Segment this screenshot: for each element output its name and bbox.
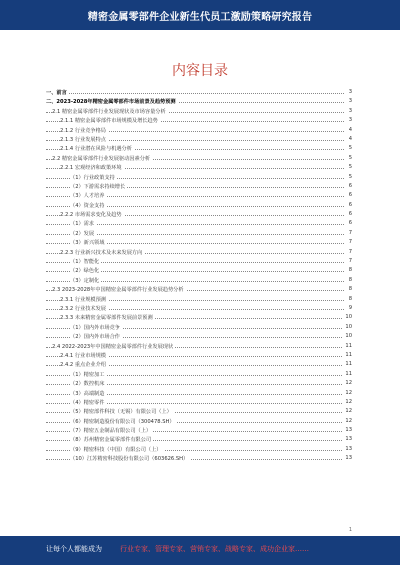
toc-entry[interactable] [46, 107, 352, 116]
toc-entry[interactable] [46, 276, 352, 285]
toc-entry-page: 5 [348, 173, 352, 180]
toc-entry[interactable] [46, 435, 352, 444]
toc-entry[interactable] [46, 154, 352, 163]
toc-entry-text: 2.3.2 行业技术发展 [60, 305, 106, 312]
toc-entry-page: 12 [345, 380, 352, 387]
toc-entry[interactable] [46, 210, 352, 219]
toc-entry-page: 6 [348, 192, 352, 199]
toc-entry[interactable] [46, 370, 352, 379]
toc-entry-page: 4 [348, 126, 352, 133]
toc-entry[interactable] [46, 173, 352, 182]
page-number: 1 [348, 527, 352, 533]
toc-entry-page: 6 [348, 211, 352, 218]
toc-entry-page: 10 [345, 333, 352, 340]
toc-entry-page: 12 [345, 417, 352, 424]
toc-entry-page: 12 [345, 389, 352, 396]
toc-entry-page: 10 [345, 323, 352, 330]
header-bar [0, 0, 400, 30]
toc-entry-text: 一、前言 [46, 90, 67, 96]
toc-entry[interactable] [46, 238, 352, 247]
toc-entry-text: （1）智能化 [70, 259, 100, 266]
toc-entry-text: （10）江苏精密科技股份有限公司（603626.SH） [70, 456, 189, 463]
toc-entry-page: 8 [348, 295, 352, 302]
toc-entry-text: 2.1 精密金属零部件行业发展现状及市场容量分析 [52, 108, 166, 115]
footer-slogan-left: 让每个人都能成为 [46, 545, 102, 553]
toc-entry[interactable] [46, 285, 352, 294]
toc-entry-text: （3）新兴领域 [70, 240, 105, 247]
toc-entry-text: （8）苏州精密金属零部件有限公司 [70, 437, 152, 444]
toc-entry-page: 13 [345, 436, 352, 443]
toc-entry-text: （2）下游需求持续增长 [70, 183, 126, 190]
toc-entry-page: 11 [345, 342, 352, 349]
toc-entry[interactable] [46, 454, 352, 463]
toc-entry-page: 6 [348, 220, 352, 227]
toc-entry-text: （9）精密科技（中国）有限公司（上） [70, 446, 162, 453]
toc-entry-page: 3 [348, 98, 352, 105]
toc-entry-page: 6 [348, 182, 352, 189]
toc-entry[interactable] [46, 445, 352, 454]
toc-entry-text: （1）需求 [70, 221, 95, 228]
toc-entry-text: （1）行业政策支持 [70, 174, 115, 181]
toc-entry-page: 5 [348, 164, 352, 171]
toc-entry[interactable] [46, 407, 352, 416]
toc-entry[interactable] [46, 219, 352, 228]
toc-entry-text: 2.3.1 行业规模预测 [60, 296, 106, 303]
toc-entry-page: 4 [348, 135, 352, 142]
toc-entry-page: 13 [345, 427, 352, 434]
toc-entry-text: （3）定制化 [70, 277, 100, 284]
toc-entry-page: 5 [348, 154, 352, 161]
toc-entry-text: 2.1.2 行业竞争格局 [60, 127, 106, 134]
toc-entry[interactable] [46, 97, 352, 106]
toc-entry-text: 2.1.4 行业潜在风险与机遇分析 [60, 146, 132, 153]
toc-entry-text: （6）精密制造股份有限公司（300478.SH） [70, 418, 175, 425]
footer-bar [0, 536, 400, 565]
toc-entry-text: 2.1.3 行业发展特点 [60, 136, 106, 143]
toc-entry[interactable] [46, 135, 352, 144]
toc-entry[interactable] [46, 201, 352, 210]
toc-entry-page: 11 [345, 370, 352, 377]
toc-entry-page: 12 [345, 398, 352, 405]
toc-entry-text: 2.2.3 行业新兴技术及未来发展方向 [60, 249, 143, 256]
toc-entry[interactable] [46, 248, 352, 257]
report-title: 精密金属零部件企业新生代员工激励策略研究报告 [87, 12, 313, 23]
toc-entry-page: 6 [348, 201, 352, 208]
toc-entry-page: 7 [348, 229, 352, 236]
toc-entry-text: 2.4 2022-2023年中国精密金属零部件行业发展现状 [52, 343, 174, 350]
toc-entry[interactable] [46, 116, 352, 125]
toc-entry-page: 13 [345, 455, 352, 462]
toc-entry-page: 7 [348, 248, 352, 255]
toc-entry-page: 3 [348, 89, 352, 95]
toc-entry-text: （1）精密加工 [70, 371, 105, 378]
toc-entry[interactable] [46, 257, 352, 266]
toc-entry[interactable] [46, 144, 352, 153]
toc-entry-page: 7 [348, 258, 352, 265]
toc-entry-text: 2.2.1 宏观经济和政策环境 [60, 165, 122, 172]
toc-heading: 内容目录 [172, 63, 228, 79]
toc-entry[interactable] [46, 182, 352, 191]
toc-entry-page: 7 [348, 239, 352, 246]
toc-entry[interactable] [46, 323, 352, 332]
toc-entry[interactable] [46, 417, 352, 426]
toc-entry[interactable] [46, 342, 352, 351]
toc-entry-page: 13 [345, 445, 352, 452]
toc-entry[interactable] [46, 360, 352, 369]
toc-entry[interactable] [46, 379, 352, 388]
toc-entry-page: 11 [345, 351, 352, 358]
toc-entry-text: （4）资金支持 [70, 202, 105, 209]
toc-entry[interactable] [46, 304, 352, 313]
toc-entry-page: 3 [348, 107, 352, 114]
toc-entry-text: （2）国内外市场合作 [70, 334, 120, 341]
toc-entry-text: 2.2.2 市场需求变化及趋势 [60, 212, 122, 219]
toc-entry-text: （2）数控机床 [70, 381, 105, 388]
toc-entry-text: （3）高端制造 [70, 390, 105, 397]
toc-entry-text: （7）精密五金制品有限公司（上） [70, 428, 152, 435]
footer-slogan-right: 行业专家、管理专家、营销专家、战略专家、成功企业家…… [120, 545, 309, 553]
toc-entry-page: 3 [348, 117, 352, 124]
toc-entry-page: 5 [348, 145, 352, 152]
toc-entry-text: （2）绿色化 [70, 268, 100, 275]
toc-entry-text: 二、2023-2028年精密金属零部件市场前景及趋势预测 [46, 99, 176, 106]
toc-entry[interactable] [46, 191, 352, 200]
toc-entry-text: （1）国内外市场竞争 [70, 324, 120, 331]
toc-entry-page: 12 [345, 408, 352, 415]
toc-entry[interactable] [46, 126, 352, 135]
toc-entry-text: （4）精密零件 [70, 399, 105, 406]
toc-leader-dots [46, 89, 344, 94]
toc-entry-text: 2.3 2023-2028年中国精密金属零部件行业发展趋势分析 [52, 287, 184, 294]
toc-entry-text: 2.3.3 未来精密金属零部件发展前景预测 [60, 315, 153, 322]
toc-entry-page: 8 [348, 267, 352, 274]
toc-entry[interactable] [46, 313, 352, 322]
toc-entry-page: 8 [348, 276, 352, 283]
toc-entry-text: 2.2 精密金属零部件行业发展驱动因素分析 [52, 155, 151, 162]
toc-entry[interactable] [46, 266, 352, 275]
toc-entry-text: （2）发展 [70, 230, 95, 237]
toc-entry[interactable] [46, 88, 352, 97]
toc-entry-text: （3）人才培养 [70, 193, 105, 200]
toc-entry-page: 11 [345, 361, 352, 368]
toc-entry[interactable] [46, 163, 352, 172]
toc-entry-text: 2.4.1 行业市场规模 [60, 352, 106, 359]
toc-entry[interactable] [46, 426, 352, 435]
toc-entry[interactable] [46, 229, 352, 238]
toc-entry[interactable] [46, 389, 352, 398]
toc-entry[interactable] [46, 295, 352, 304]
toc-entry[interactable] [46, 332, 352, 341]
toc-entry[interactable] [46, 398, 352, 407]
toc-entry-text: 2.1.1 精密金属零部件市场规模及增长趋势 [60, 118, 158, 125]
toc-entry[interactable] [46, 351, 352, 360]
table-of-contents [46, 88, 352, 464]
toc-entry-page: 10 [345, 314, 352, 321]
toc-entry-text: 2.4.2 重点企业介绍 [60, 362, 106, 369]
toc-entry-page: 9 [348, 304, 352, 311]
toc-entry-page: 8 [348, 286, 352, 293]
toc-entry-text: （5）精密部件科技（无锡）有限公司（上） [70, 409, 172, 416]
